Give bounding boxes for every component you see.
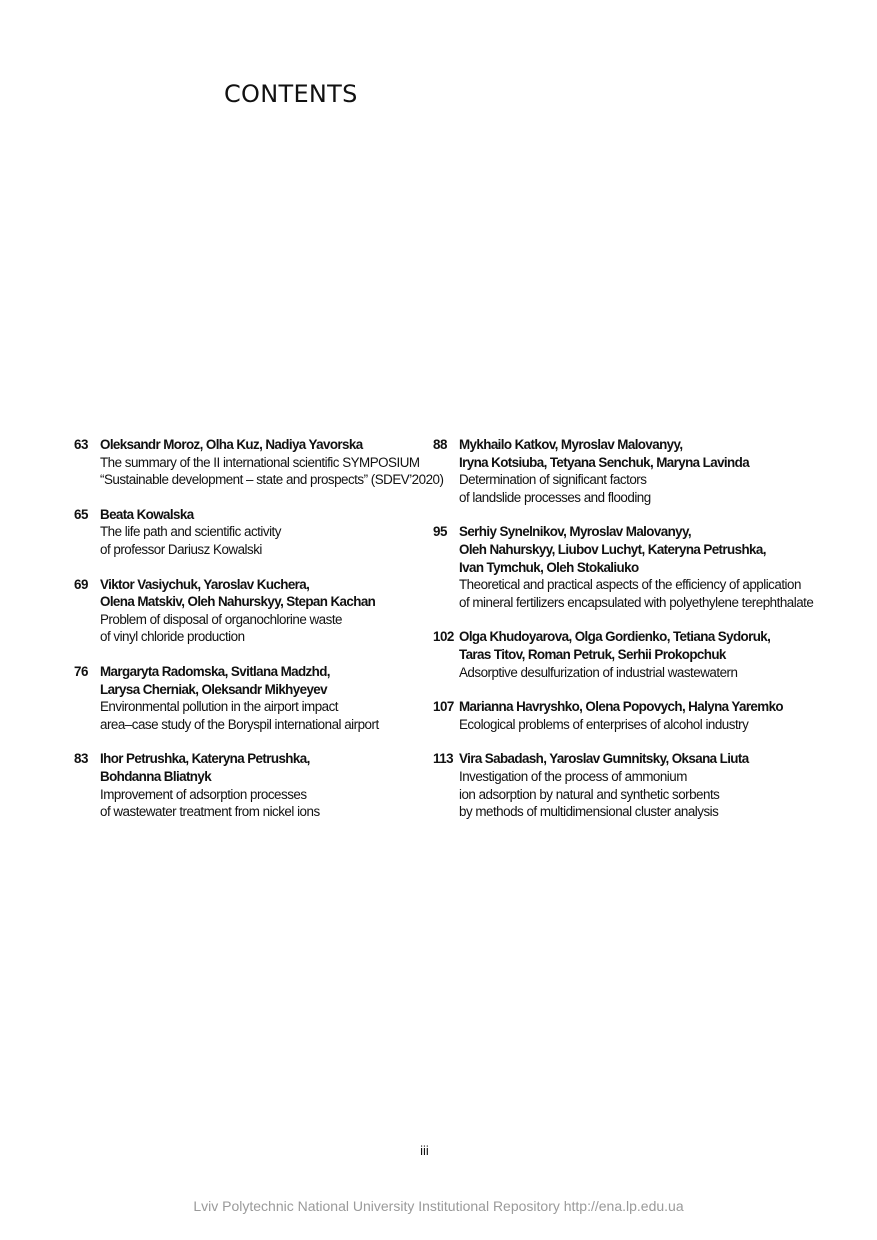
toc-entry [74, 576, 424, 646]
toc-entry [433, 628, 853, 681]
contents-column-right [433, 436, 853, 821]
toc-article-title [100, 698, 424, 733]
toc-title-line: Investigation of the process of ammonium [459, 768, 687, 784]
page-title: CONTENTS [224, 80, 358, 108]
toc-title-line: Problem of disposal of organochlorine waste [100, 611, 342, 627]
toc-entry-body [459, 628, 853, 681]
repository-footer: Lviv Polytechnic National University Institutional Repository http://ena.lp.edu.ua [193, 1198, 684, 1214]
toc-article-title [100, 523, 424, 558]
toc-title-line: of vinyl chloride production [100, 629, 245, 645]
toc-entry-body [100, 436, 443, 489]
toc-page-number: 76 [74, 663, 88, 679]
toc-author-line: Vira Sabadash, Yaroslav Gumnitsky, Oksana Liuta [459, 751, 749, 767]
toc-authors [100, 750, 424, 785]
toc-title-line: of wastewater treatment from nickel ions [100, 804, 320, 820]
toc-title-line: of mineral fertilizers encapsulated with polyethylene terephthalate [459, 594, 814, 610]
toc-title-line: by methods of multidimensional cluster analysis [459, 804, 719, 820]
toc-article-title [100, 454, 443, 489]
toc-author-line: Ihor Petrushka, Kateryna Petrushka, [100, 751, 310, 767]
toc-entry [433, 523, 853, 611]
toc-entry-body [459, 750, 853, 820]
toc-entry [433, 750, 853, 820]
toc-author-line: Bohdanna Bliatnyk [100, 768, 212, 784]
toc-article-title [100, 611, 424, 646]
toc-page-number: 69 [74, 576, 88, 592]
toc-page-number: 113 [433, 751, 454, 767]
toc-title-line: “Sustainable development – state and prospects” (SDEV’2020) [100, 472, 444, 488]
toc-article-title [100, 786, 424, 821]
toc-title-line: of landslide processes and flooding [459, 489, 651, 505]
toc-entry-body [100, 663, 424, 733]
toc-title-line: ion adsorption by natural and synthetic sorbents [459, 786, 720, 802]
toc-author-line: Olena Matskiv, Oleh Nahurskyy, Stepan Kachan [100, 594, 376, 610]
toc-title-line: The life path and scientific activity [100, 524, 281, 540]
toc-title-line: Adsorptive desulfurization of industrial wastewatern [459, 664, 738, 680]
toc-author-line: Larysa Cherniak, Oleksandr Mikhyeyev [100, 681, 327, 697]
toc-page-number: 65 [74, 506, 88, 522]
toc-title-line: Theoretical and practical aspects of the efficiency of application [459, 577, 801, 593]
toc-entry-body [100, 576, 424, 646]
toc-author-line: Olga Khudoyarova, Olga Gordienko, Tetiana Sydoruk, [459, 629, 771, 645]
toc-author-line: Mykhailo Katkov, Myroslav Malovanyy, [459, 437, 683, 452]
toc-article-title [459, 716, 853, 734]
toc-author-line: Ivan Tymchuk, Oleh Stokaliuko [459, 559, 639, 575]
toc-title-line: Determination of significant factors [459, 472, 647, 488]
toc-page-number: 83 [74, 751, 88, 767]
toc-article-title [459, 664, 853, 682]
toc-page-number: 102 [433, 629, 454, 645]
toc-author-line: Viktor Vasiychuk, Yaroslav Kuchera, [100, 576, 310, 592]
toc-title-line: Environmental pollution in the airport impact [100, 699, 339, 715]
toc-authors [459, 436, 853, 471]
toc-authors [100, 436, 443, 454]
toc-title-line: The summary of the II international scientific SYMPOSIUM [100, 454, 420, 470]
toc-authors [459, 698, 853, 716]
toc-authors [100, 576, 424, 611]
toc-author-line: Oleh Nahurskyy, Liubov Luchyt, Kateryna Petrushka, [459, 541, 766, 557]
toc-title-line: Ecological problems of enterprises of alcohol industry [459, 716, 749, 732]
toc-authors [459, 750, 853, 768]
toc-article-title [459, 576, 853, 611]
toc-entry [74, 663, 424, 733]
toc-title-line: area–case study of the Boryspil international airport [100, 716, 379, 732]
toc-authors [459, 523, 853, 576]
toc-author-line: Margaryta Radomska, Svitlana Madzhd, [100, 663, 330, 679]
toc-author-line: Marianna Havryshko, Olena Popovych, Halyna Yaremko [459, 699, 784, 715]
toc-title-line: of professor Dariusz Kowalski [100, 541, 262, 557]
toc-title-line: Improvement of adsorption processes [100, 786, 307, 802]
toc-entry-body [100, 506, 424, 559]
toc-page-number: 63 [74, 437, 88, 452]
toc-page-number: 95 [433, 524, 447, 540]
page-number: iii [420, 1143, 429, 1158]
toc-entry [74, 506, 424, 559]
toc-entry-body [459, 523, 853, 611]
toc-author-line: Iryna Kotsiuba, Tetyana Senchuk, Maryna Lavinda [459, 454, 750, 470]
toc-authors [100, 506, 424, 524]
toc-entry-body [459, 436, 853, 506]
toc-entry [433, 436, 853, 506]
toc-entry [433, 698, 853, 733]
toc-author-line: Oleksandr Moroz, Olha Kuz, Nadiya Yavorska [100, 437, 363, 452]
toc-author-line: Serhiy Synelnikov, Myroslav Malovanyy, [459, 524, 691, 540]
toc-entry [74, 750, 424, 820]
toc-page-number: 107 [433, 699, 454, 715]
toc-article-title [459, 471, 853, 506]
toc-page-number: 88 [433, 437, 447, 452]
toc-author-line: Beata Kowalska [100, 506, 194, 522]
toc-entry-body [459, 698, 853, 733]
toc-authors [100, 663, 424, 698]
toc-author-line: Taras Titov, Roman Petruk, Serhii Prokopchuk [459, 646, 726, 662]
toc-authors [459, 628, 853, 663]
toc-article-title [459, 768, 853, 821]
toc-entry-body [100, 750, 424, 820]
